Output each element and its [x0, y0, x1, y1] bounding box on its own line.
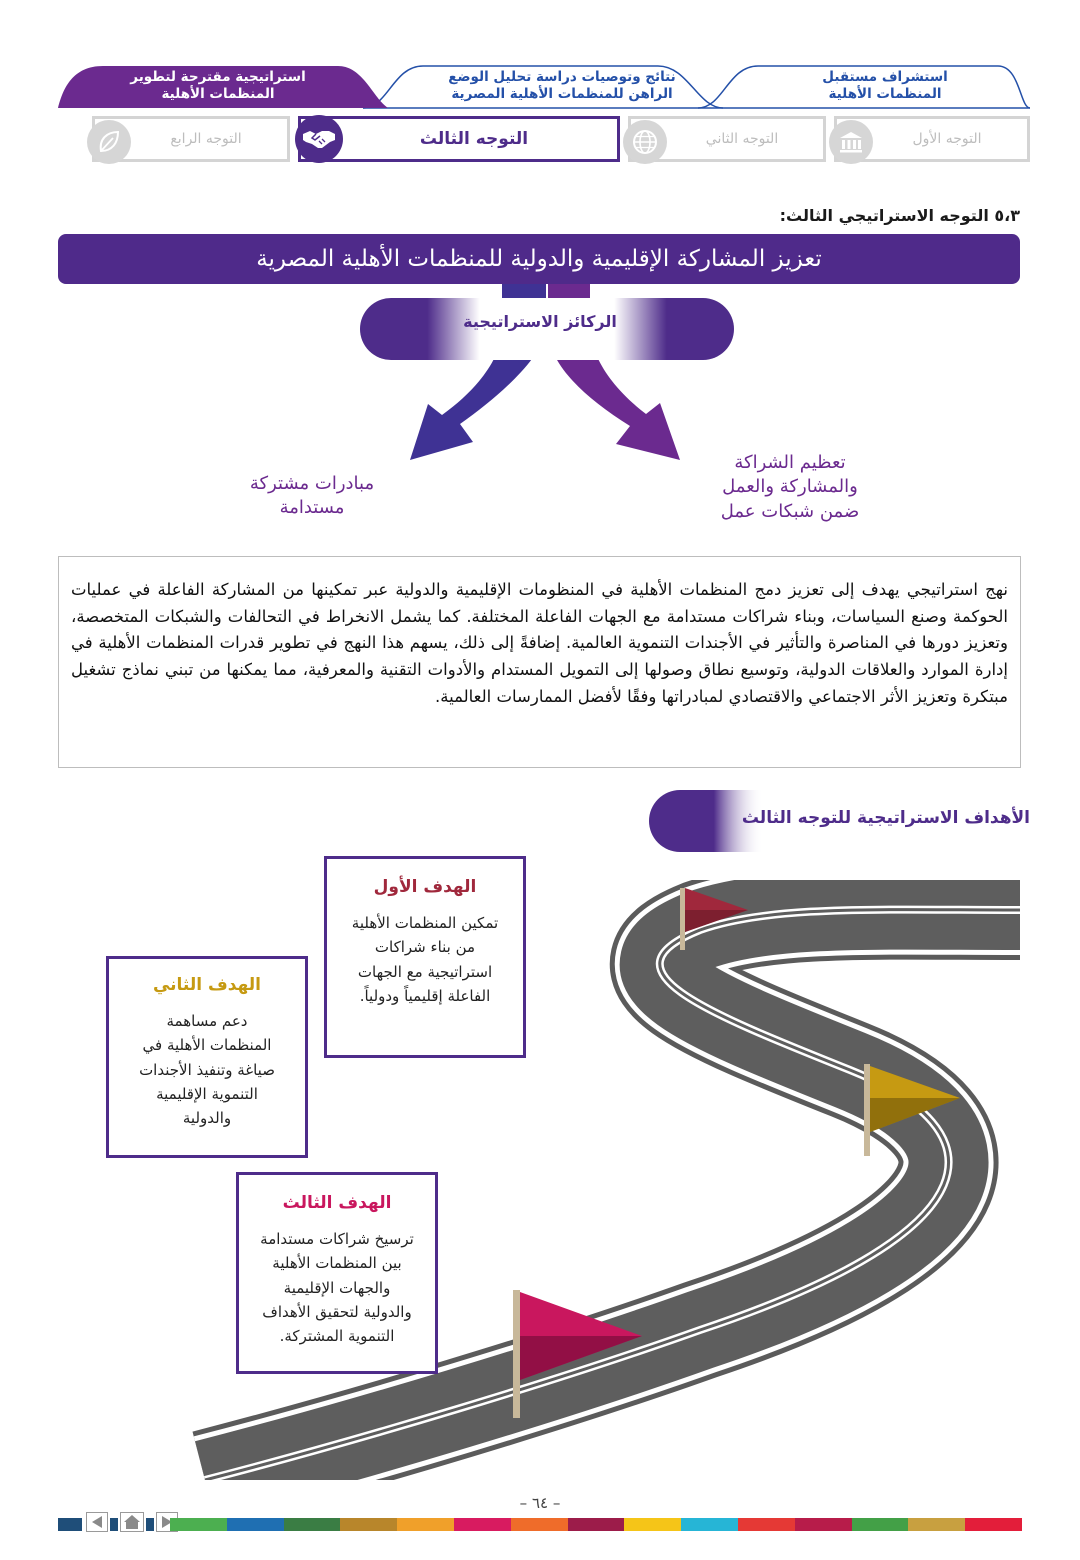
- objectives-label: الأهداف الاستراتيجية للتوجه الثالث: [741, 808, 1030, 828]
- color-segment: [795, 1518, 852, 1531]
- direction-tab-2[interactable]: [628, 116, 826, 162]
- color-segment: [738, 1518, 795, 1531]
- goal-body-3: ترسيخ شراكات مستدامة بين المنظمات الأهلية والجهات الإقليمية والدولية لتحقيق الأهداف التنموية المشتركة.: [260, 1230, 414, 1346]
- goal-title-3: الهدف الثالث: [282, 1193, 392, 1213]
- home-icon[interactable]: [120, 1512, 144, 1536]
- direction-banner: تعزيز المشاركة الإقليمية والدولية للمنظمات الأهلية المصرية: [58, 234, 1020, 284]
- color-segment: [965, 1518, 1022, 1531]
- footer-marker-icon: [58, 1518, 82, 1531]
- color-segment: [624, 1518, 681, 1531]
- goal-card-1: [324, 856, 526, 1058]
- chapter-tab-proposed-strategy[interactable]: استراتيجية مقترحة لتطوير المنظمات الأهلية: [130, 69, 306, 102]
- goal-title-1: الهدف الأول: [373, 877, 477, 897]
- color-segment: [511, 1518, 568, 1531]
- chapter-tab-future-outlook[interactable]: استشراف مستقبل المنظمات الأهلية: [822, 69, 948, 102]
- section-title: ٥،٣ التوجه الاستراتيجي الثالث:: [779, 206, 1020, 225]
- direction-label-4: التوجه الرابع: [170, 131, 242, 147]
- page-number: – ٦٤ –: [519, 1494, 561, 1512]
- color-segment: [908, 1518, 965, 1531]
- color-segment: [397, 1518, 454, 1531]
- color-segment: [681, 1518, 738, 1531]
- color-segment: [170, 1518, 227, 1531]
- goal-body-2: دعم مساهمة المنظمات الأهلية في صياغة وتنفيذ الأجندات التنموية الإقليمية والدولية: [139, 1012, 275, 1128]
- color-segment: [284, 1518, 341, 1531]
- footer-color-bar: [170, 1518, 1022, 1531]
- handshake-icon: [295, 115, 343, 163]
- direction-label-2: التوجه الثاني: [705, 131, 779, 147]
- direction-label-3: التوجه الثالث: [419, 129, 529, 149]
- goal-card-3: [236, 1172, 438, 1374]
- goal-body-1: تمكين المنظمات الأهلية من بناء شراكات استراتيجية مع الجهات الفاعلة إقليمياً ودولياً.: [351, 914, 499, 1005]
- nav-marker-icon: [110, 1518, 118, 1531]
- direction-tab-1[interactable]: [834, 116, 1030, 162]
- color-segment: [568, 1518, 625, 1531]
- pillar-initiatives: مبادرات مشتركة مستدامة: [249, 473, 375, 519]
- institution-icon: [829, 120, 873, 164]
- prev-page-icon[interactable]: [86, 1512, 108, 1536]
- color-segment: [454, 1518, 511, 1531]
- nav-marker-icon-2: [146, 1518, 154, 1531]
- globe-icon: [623, 120, 667, 164]
- direction-tab-3[interactable]: [298, 116, 620, 162]
- goal-title-2: الهدف الثاني: [152, 975, 262, 995]
- direction-tab-4[interactable]: [92, 116, 290, 162]
- pillars-label: الركائز الاستراتيجية: [463, 312, 617, 331]
- description-box: [58, 556, 1021, 768]
- color-segment: [227, 1518, 284, 1531]
- description-text: نهج استراتيجي يهدف إلى تعزيز دمج المنظمات الأهلية في المنظومات الإقليمية والدولية عبر تمكينها من المشاركة الفاعلة في عمليات الحوكمة وصنع السياسات، وبناء شراكات مستدامة مع الجهات الفاعلة المختلفة. كما يشمل الانخراط في التحالفات والشبكات المتخصصة، وتعزيز دورها في المناصرة والتأثير في الأجندات التنموية العالمية. إضافةً إلى ذلك، يسهم هذا النهج في تطوير قدرات المنظمات الأهلية في إدارة الموارد والعلاقات الدولية، وتوسيع نطاق وصولها إلى التمويل المستدام والأدوات التقنية والمعرفية، مما يمكنها من تبني نماذج تشغيل مبتكرة وتعزيز الأثر الاجتماعي والاقتصادي لمبادراتها وفقًا لأفضل الممارسات العالمية.: [71, 580, 1008, 706]
- footer-nav: [58, 1513, 178, 1535]
- leaf-icon: [87, 120, 131, 164]
- color-segment: [340, 1518, 397, 1531]
- chapter-tabs: [58, 58, 1030, 110]
- chapter-tab-study-results[interactable]: نتائج وتوصيات دراسة تحليل الوضع الراهن للمنظمات الأهلية المصرية: [448, 69, 676, 102]
- color-segment: [852, 1518, 909, 1531]
- goal-card-2: [106, 956, 308, 1158]
- direction-label-1: التوجه الأول: [912, 131, 982, 147]
- pillar-partnership: تعظيم الشراكة والمشاركة والعمل ضمن شبكات عمل: [720, 452, 860, 522]
